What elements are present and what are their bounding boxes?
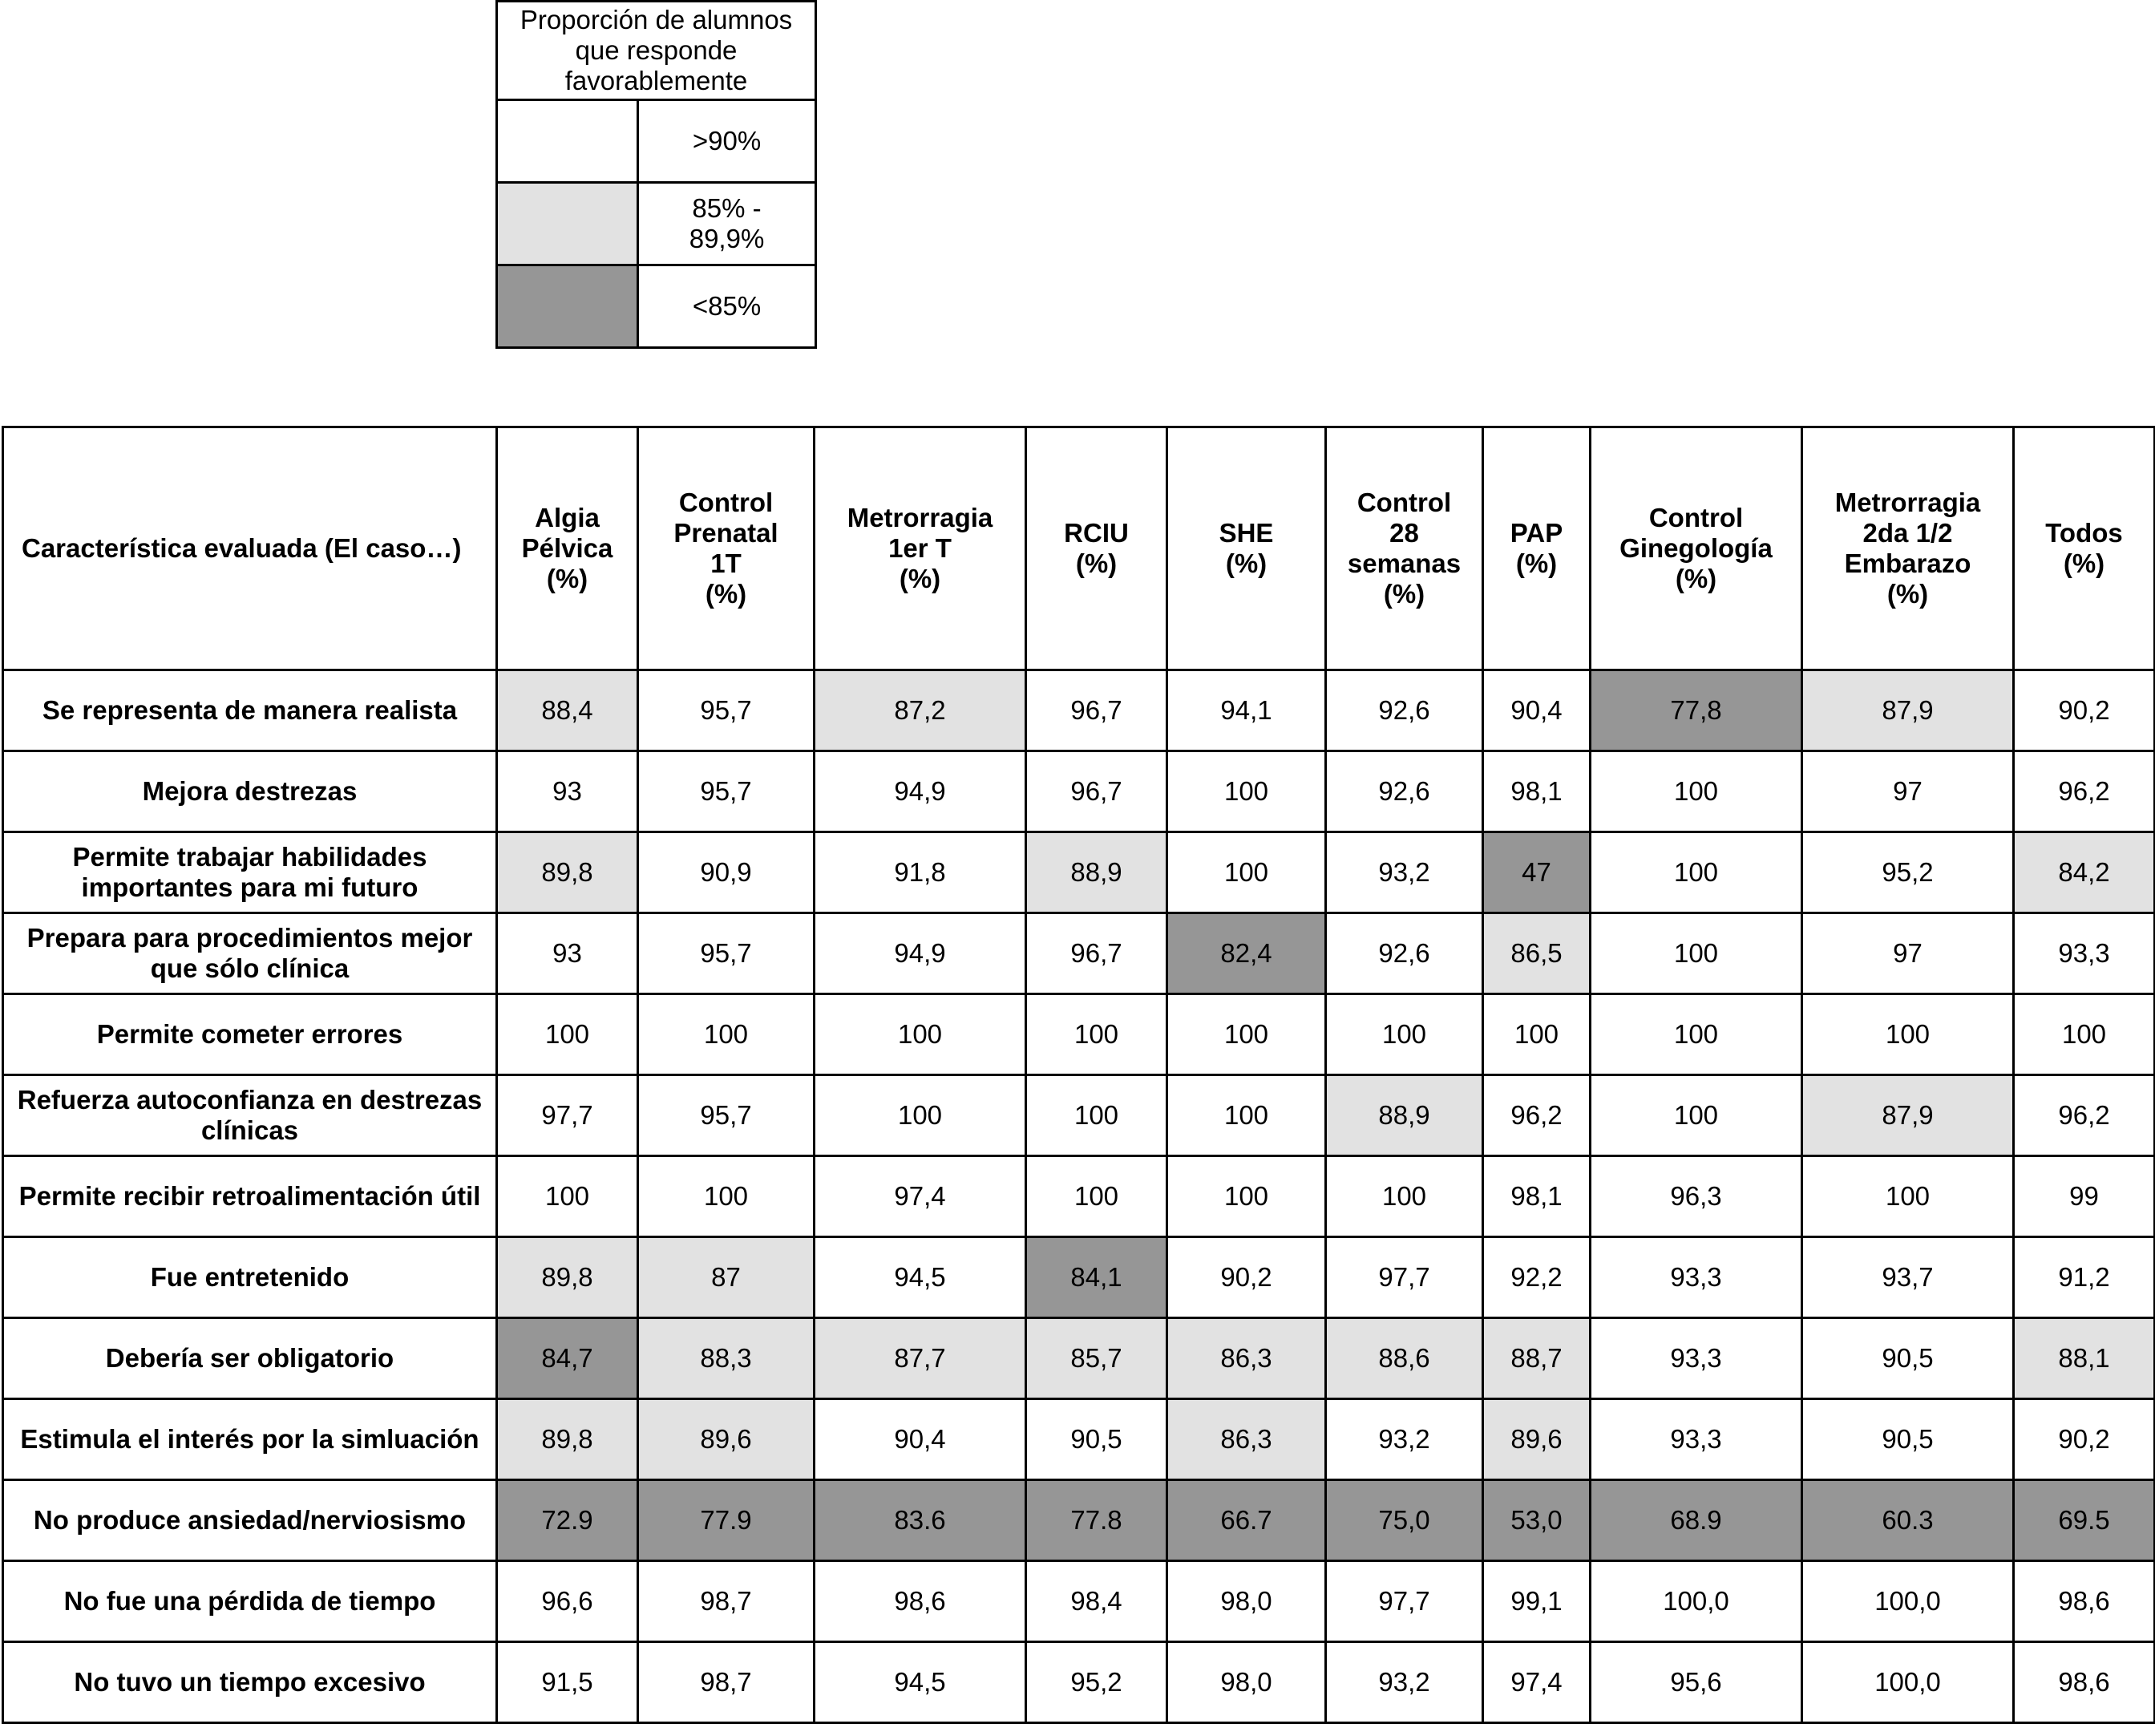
table-header-row: [3, 427, 2155, 670]
value-cell: 47: [1483, 832, 1591, 913]
value-cell: 89,8: [497, 832, 638, 913]
value-cell: 100: [1167, 994, 1326, 1075]
column-header-line: 2da 1/2: [1862, 518, 1953, 548]
value-cell: 100: [1026, 994, 1167, 1075]
value-cell: 93,3: [1591, 1399, 1802, 1480]
value-cell: 98,6: [2014, 1561, 2155, 1642]
row-header-cell: Característica evaluada (El caso…): [3, 427, 497, 670]
value-cell: 99,1: [1483, 1561, 1591, 1642]
column-header: [638, 427, 815, 670]
table-row: [3, 1480, 2155, 1561]
value-cell: 100: [1167, 832, 1326, 913]
value-cell: 100: [1026, 1156, 1167, 1237]
table-row: [3, 1318, 2155, 1399]
legend-title: Proporción de alumnos que responde favorablemente: [497, 2, 816, 100]
column-header-line: Metrorragia: [1834, 488, 1981, 518]
value-cell: 100: [1167, 1156, 1326, 1237]
value-cell: 89,6: [638, 1399, 815, 1480]
value-cell: 96,3: [1591, 1156, 1802, 1237]
value-cell: 87,9: [1802, 1075, 2014, 1156]
value-cell: 100: [1591, 913, 1802, 994]
column-header: [1326, 427, 1483, 670]
value-cell: 88,1: [2014, 1318, 2155, 1399]
column-header-line: (%): [546, 563, 588, 593]
value-cell: 98,0: [1167, 1561, 1326, 1642]
column-header-line: (%): [1383, 578, 1425, 609]
column-header-line: (%): [1225, 548, 1268, 578]
value-cell: 98,1: [1483, 1156, 1591, 1237]
table-row: [3, 1075, 2155, 1156]
value-cell: 98,7: [638, 1561, 815, 1642]
value-cell: 92,6: [1326, 913, 1483, 994]
value-cell: 68.9: [1591, 1480, 1802, 1561]
column-header-line: (%): [1515, 548, 1558, 578]
value-cell: 100: [1326, 1156, 1483, 1237]
value-cell: 90,9: [638, 832, 815, 913]
value-cell: 96,7: [1026, 751, 1167, 832]
value-cell: 75,0: [1326, 1480, 1483, 1561]
value-cell: 90,4: [815, 1399, 1026, 1480]
table-row: [3, 1642, 2155, 1723]
value-cell: 91,8: [815, 832, 1026, 913]
value-cell: 85,7: [1026, 1318, 1167, 1399]
value-cell: 95,7: [638, 751, 815, 832]
table-row: [3, 1156, 2155, 1237]
value-cell: 100: [1802, 1156, 2014, 1237]
value-cell: 93,3: [1591, 1318, 1802, 1399]
table-row: [3, 994, 2155, 1075]
value-cell: 99: [2014, 1156, 2155, 1237]
column-header: [1167, 427, 1326, 670]
value-cell: 97,4: [815, 1156, 1026, 1237]
value-cell: 88,9: [1326, 1075, 1483, 1156]
value-cell: 88,4: [497, 670, 638, 751]
value-cell: 84,1: [1026, 1237, 1167, 1318]
value-cell: 90,5: [1802, 1399, 2014, 1480]
value-cell: 84,7: [497, 1318, 638, 1399]
value-cell: 98,7: [638, 1642, 815, 1723]
column-header-line: Embarazo: [1844, 548, 1971, 578]
value-cell: 98,0: [1167, 1642, 1326, 1723]
legend-swatch-dark: [497, 265, 638, 348]
value-cell: 93: [497, 751, 638, 832]
column-header-line: SHE: [1219, 518, 1274, 548]
value-cell: 90,4: [1483, 670, 1591, 751]
table-row: [3, 1561, 2155, 1642]
column-header: [1483, 427, 1591, 670]
results-table: [2, 426, 2155, 1724]
value-cell: 60.3: [1802, 1480, 2014, 1561]
value-cell: 100: [1591, 994, 1802, 1075]
value-cell: 97,7: [1326, 1237, 1483, 1318]
table-row: [3, 913, 2155, 994]
column-header-line: (%): [1886, 578, 1929, 609]
table-row: [3, 1237, 2155, 1318]
value-cell: 100,0: [1802, 1642, 2014, 1723]
value-cell: 95,7: [638, 913, 815, 994]
value-cell: 77.9: [638, 1480, 815, 1561]
value-cell: 93: [497, 913, 638, 994]
value-cell: 94,9: [815, 913, 1026, 994]
value-cell: 77,8: [1591, 670, 1802, 751]
column-header-line: Todos: [2045, 518, 2123, 548]
column-header: [497, 427, 638, 670]
value-cell: 97,7: [1326, 1561, 1483, 1642]
column-header: [815, 427, 1026, 670]
value-cell: 100: [1483, 994, 1591, 1075]
value-cell: 90,2: [1167, 1237, 1326, 1318]
row-label: Permite trabajar habilidades importantes para mi futuro: [3, 832, 497, 913]
value-cell: 93,2: [1326, 1642, 1483, 1723]
value-cell: 96,6: [497, 1561, 638, 1642]
column-header-line: RCIU: [1064, 518, 1129, 548]
value-cell: 97: [1802, 751, 2014, 832]
value-cell: 100: [815, 994, 1026, 1075]
table-row: [3, 670, 2155, 751]
value-cell: 88,9: [1026, 832, 1167, 913]
value-cell: 100: [1591, 832, 1802, 913]
value-cell: 69.5: [2014, 1480, 2155, 1561]
column-header-line: Ginegología: [1619, 533, 1773, 564]
value-cell: 86,5: [1483, 913, 1591, 994]
value-cell: 90,2: [2014, 1399, 2155, 1480]
value-cell: 93,3: [1591, 1237, 1802, 1318]
legend-label-mid: 85% - 89,9%: [638, 183, 816, 265]
row-label: Permite recibir retroalimentación útil: [3, 1156, 497, 1237]
column-header-line: Control: [1356, 488, 1452, 518]
value-cell: 100: [1591, 751, 1802, 832]
value-cell: 91,2: [2014, 1237, 2155, 1318]
value-cell: 100: [497, 1156, 638, 1237]
value-cell: 100: [2014, 994, 2155, 1075]
column-header-line: PAP: [1510, 518, 1563, 548]
table-row: [3, 1399, 2155, 1480]
value-cell: 100,0: [1802, 1561, 2014, 1642]
column-header-line: (%): [1075, 548, 1118, 578]
column-header-line: 28: [1389, 518, 1419, 548]
row-label: No produce ansiedad/nerviosismo: [3, 1480, 497, 1561]
value-cell: 91,5: [497, 1642, 638, 1723]
legend-table: [495, 0, 817, 349]
value-cell: 95,2: [1026, 1642, 1167, 1723]
value-cell: 90,5: [1026, 1399, 1167, 1480]
value-cell: 87,9: [1802, 670, 2014, 751]
value-cell: 82,4: [1167, 913, 1326, 994]
row-label: Debería ser obligatorio: [3, 1318, 497, 1399]
column-header-line: Control: [678, 488, 774, 518]
legend-swatch-light: [497, 183, 638, 265]
legend-label-low: <85%: [638, 265, 816, 348]
value-cell: 100,0: [1591, 1561, 1802, 1642]
value-cell: 90,2: [2014, 670, 2155, 751]
column-header-line: semanas: [1347, 548, 1462, 578]
value-cell: 96,2: [2014, 1075, 2155, 1156]
column-header-line: Pélvica: [521, 533, 613, 564]
value-cell: 66.7: [1167, 1480, 1326, 1561]
column-header-line: 1T: [710, 548, 742, 578]
value-cell: 94,1: [1167, 670, 1326, 751]
value-cell: 72.9: [497, 1480, 638, 1561]
column-header-line: (%): [2063, 548, 2105, 578]
value-cell: 89,8: [497, 1399, 638, 1480]
column-header-line: (%): [1675, 563, 1717, 593]
row-label: Permite cometer errores: [3, 994, 497, 1075]
value-cell: 84,2: [2014, 832, 2155, 913]
value-cell: 86,3: [1167, 1318, 1326, 1399]
value-cell: 53,0: [1483, 1480, 1591, 1561]
value-cell: 95,2: [1802, 832, 2014, 913]
value-cell: 100: [1326, 994, 1483, 1075]
value-cell: 93,2: [1326, 1399, 1483, 1480]
value-cell: 100: [815, 1075, 1026, 1156]
value-cell: 100: [1591, 1075, 1802, 1156]
row-label: Refuerza autoconfianza en destrezas clínicas: [3, 1075, 497, 1156]
value-cell: 98,6: [815, 1561, 1026, 1642]
row-label: Se representa de manera realista: [3, 670, 497, 751]
value-cell: 95,7: [638, 670, 815, 751]
value-cell: 93,3: [2014, 913, 2155, 994]
value-cell: 96,2: [1483, 1075, 1591, 1156]
value-cell: 96,7: [1026, 670, 1167, 751]
column-header: [1802, 427, 2014, 670]
column-header: [1591, 427, 1802, 670]
value-cell: 98,6: [2014, 1642, 2155, 1723]
value-cell: 88,7: [1483, 1318, 1591, 1399]
column-header-line: Control: [1648, 503, 1744, 533]
value-cell: 86,3: [1167, 1399, 1326, 1480]
column-header-line: Metrorragia: [847, 503, 993, 533]
value-cell: 96,2: [2014, 751, 2155, 832]
value-cell: 88,3: [638, 1318, 815, 1399]
value-cell: 89,8: [497, 1237, 638, 1318]
legend-label-high: >90%: [638, 100, 816, 183]
value-cell: 93,2: [1326, 832, 1483, 913]
column-header-line: (%): [705, 578, 747, 609]
value-cell: 100: [638, 1156, 815, 1237]
table-row: [3, 751, 2155, 832]
value-cell: 94,5: [815, 1642, 1026, 1723]
value-cell: 87,2: [815, 670, 1026, 751]
row-label: No tuvo un tiempo excesivo: [3, 1642, 497, 1723]
value-cell: 100: [497, 994, 638, 1075]
row-label: Fue entretenido: [3, 1237, 497, 1318]
column-header: [1026, 427, 1167, 670]
value-cell: 98,1: [1483, 751, 1591, 832]
value-cell: 90,5: [1802, 1318, 2014, 1399]
value-cell: 94,9: [815, 751, 1026, 832]
value-cell: 100: [1026, 1075, 1167, 1156]
value-cell: 88,6: [1326, 1318, 1483, 1399]
table-row: [3, 832, 2155, 913]
value-cell: 100: [638, 994, 815, 1075]
value-cell: 89,6: [1483, 1399, 1591, 1480]
row-label: No fue una pérdida de tiempo: [3, 1561, 497, 1642]
column-header-line: (%): [899, 563, 941, 593]
value-cell: 95,7: [638, 1075, 815, 1156]
value-cell: 94,5: [815, 1237, 1026, 1318]
row-label: Estimula el interés por la simluación: [3, 1399, 497, 1480]
value-cell: 100: [1167, 751, 1326, 832]
column-header-line: Prenatal: [673, 518, 778, 548]
value-cell: 97: [1802, 913, 2014, 994]
value-cell: 93,7: [1802, 1237, 2014, 1318]
value-cell: 87: [638, 1237, 815, 1318]
legend-swatch-white: [497, 100, 638, 183]
value-cell: 92,6: [1326, 670, 1483, 751]
value-cell: 100: [1167, 1075, 1326, 1156]
value-cell: 95,6: [1591, 1642, 1802, 1723]
value-cell: 83.6: [815, 1480, 1026, 1561]
column-header-line: Algia: [535, 503, 600, 533]
value-cell: 77.8: [1026, 1480, 1167, 1561]
value-cell: 92,6: [1326, 751, 1483, 832]
row-label: Mejora destrezas: [3, 751, 497, 832]
column-header-line: 1er T: [888, 533, 952, 564]
value-cell: 92,2: [1483, 1237, 1591, 1318]
row-label: Prepara para procedimientos mejor que sólo clínica: [3, 913, 497, 994]
value-cell: 97,4: [1483, 1642, 1591, 1723]
value-cell: 100: [1802, 994, 2014, 1075]
value-cell: 87,7: [815, 1318, 1026, 1399]
value-cell: 97,7: [497, 1075, 638, 1156]
value-cell: 98,4: [1026, 1561, 1167, 1642]
column-header: [2014, 427, 2155, 670]
value-cell: 96,7: [1026, 913, 1167, 994]
